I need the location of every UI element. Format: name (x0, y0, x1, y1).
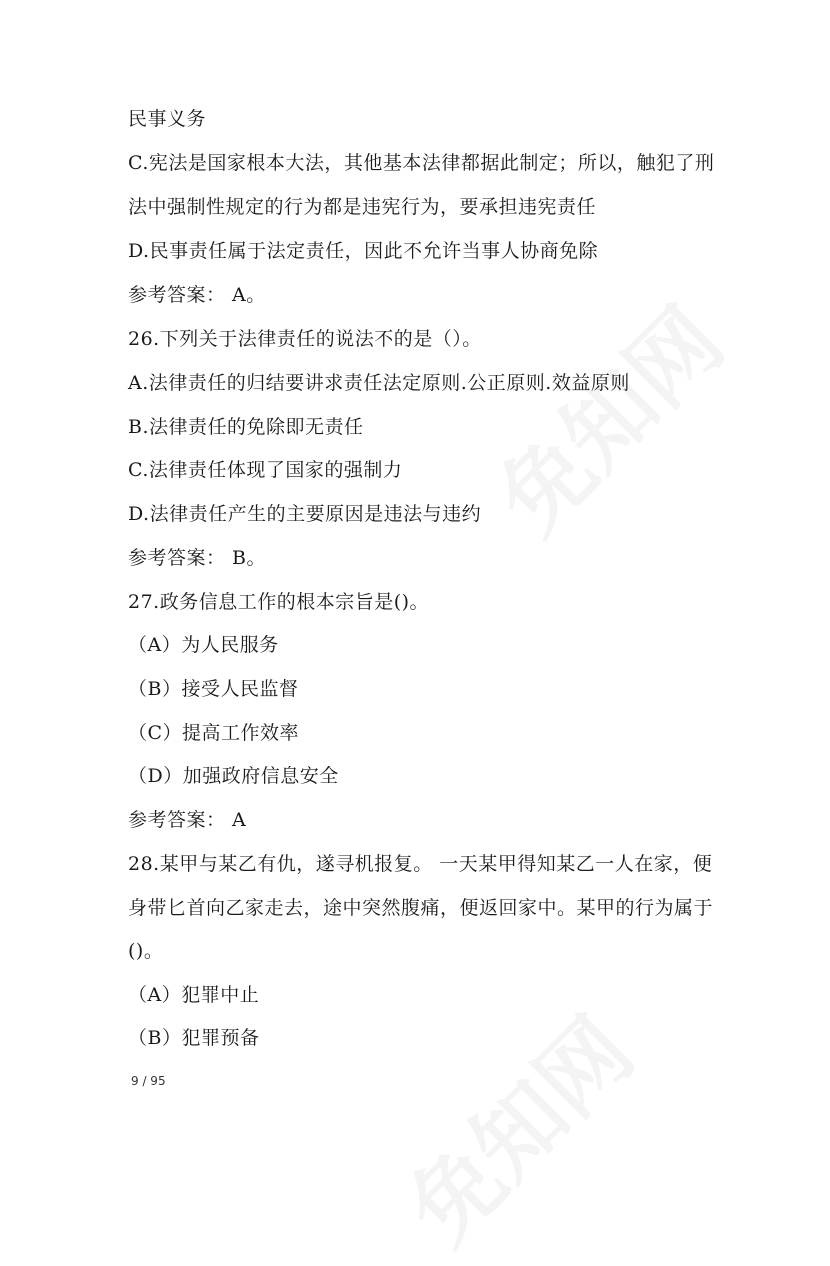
question-26: 26.下列关于法律责任的说法不的是（）。 (128, 328, 482, 350)
option-b: （B）犯罪预备 (128, 1027, 260, 1049)
option-c: C.宪法是国家根本大法，其他基本法律都据此制定；所以，触犯了刑 (128, 152, 715, 174)
question-27: 27.政务信息工作的根本宗旨是()。 (128, 591, 430, 613)
text-line: 身带匕首向乙家走去，途中突然腹痛，便返回家中。某甲的行为属于 (128, 897, 714, 919)
answer: 参考答案： A。 (128, 284, 266, 306)
text-line: ()。 (128, 940, 164, 962)
option-b: B.法律责任的免除即无责任 (128, 416, 364, 438)
watermark (374, 984, 657, 1266)
option-a: （A）犯罪中止 (128, 984, 260, 1006)
option-a: （A）为人民服务 (128, 634, 279, 656)
text-line: 民事义务 (128, 108, 207, 130)
watermark (464, 274, 747, 557)
question-28: 28.某甲与某乙有仇，遂寻机报复。 一天某甲得知某乙一人在家，便 (128, 853, 713, 875)
page-number: 9 / 95 (131, 1074, 166, 1088)
option-a: A.法律责任的归结要讲求责任法定原则.公正原则.效益原则 (128, 372, 630, 394)
option-c: （C）提高工作效率 (128, 722, 300, 744)
option-c: C.法律责任体现了国家的强制力 (128, 459, 403, 481)
answer: 参考答案： A (128, 809, 247, 831)
option-d: D.法律责任产生的主要原因是违法与违约 (128, 503, 482, 525)
option-b: （B）接受人民监督 (128, 678, 299, 700)
answer: 参考答案： B。 (128, 547, 267, 569)
text-line: 法中强制性规定的行为都是违宪行为，要承担违宪责任 (128, 196, 597, 218)
option-d: D.民事责任属于法定责任，因此不允许当事人协商免除 (128, 240, 599, 262)
option-d: （D）加强政府信息安全 (128, 765, 339, 787)
